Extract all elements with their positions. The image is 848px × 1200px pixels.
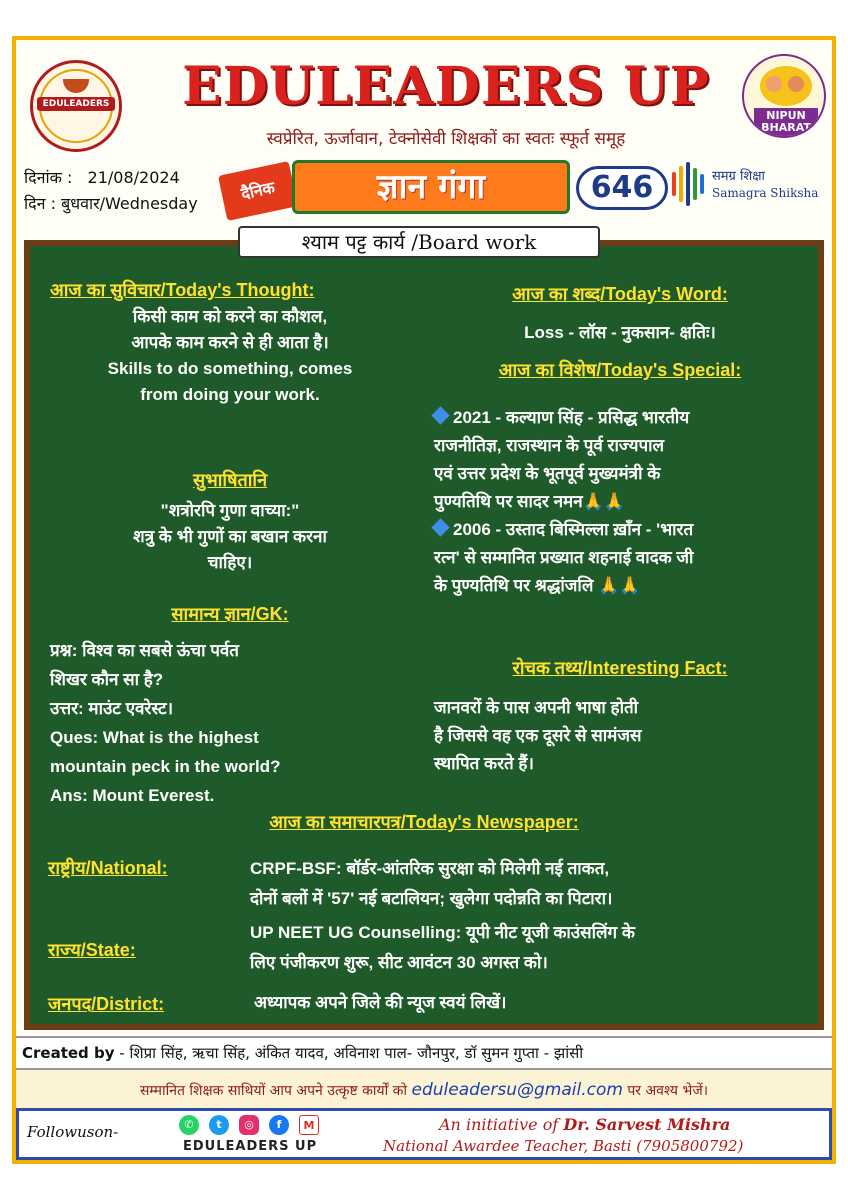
created-names: - शिप्रा सिंह, ऋचा सिंह, अंकित यादव, अविनाश पाल- जौनपुर, डॉ सुमन गुप्ता - झांसी — [114, 1044, 584, 1062]
gk-text — [50, 636, 420, 810]
initiative-line: An initiative of Dr. Sarvest Mishra — [439, 1115, 731, 1134]
fact-line: जानवरों के पास अपनी भाषा होती — [434, 698, 639, 717]
state-line: UP NEET UG Counselling: यूपी नीट यूजी काउंसलिंग के — [250, 923, 635, 942]
special-text — [434, 404, 814, 600]
fact-line: है जिससे वह एक दूसरे से सामंजस — [434, 726, 642, 745]
gk-line: उत्तर: माउंट एवरेस्ट। — [50, 699, 174, 718]
special-line: पुण्यतिथि पर सादर नमन🙏🙏 — [434, 492, 625, 511]
special-line: रत्न' से सम्मानित प्रख्यात शहनाई वादक जी — [434, 548, 694, 567]
eduleaders-logo — [30, 60, 122, 152]
fact-heading: रोचक तथ्य/Interesting Fact: — [512, 658, 728, 678]
thought-text — [40, 304, 420, 408]
special-line: राजनीतिज्ञ, राजस्थान के पूर्व राज्यपाल — [434, 436, 665, 455]
day-line — [24, 192, 198, 214]
daily-badge: दैनिक — [218, 161, 298, 221]
twitter-icon[interactable]: t — [209, 1115, 229, 1135]
child-icon — [788, 76, 804, 92]
gk-line: Ans: Mount Everest. — [50, 786, 215, 805]
national-label: राष्ट्रीय/National: — [48, 858, 168, 878]
created-label: Created by — [22, 1044, 115, 1062]
social-icons — [169, 1115, 369, 1137]
fact-line: स्थापित करते हैं। — [434, 754, 534, 773]
special-line: एवं उत्तर प्रदेश के भूतपूर्व मुख्यमंत्री के — [434, 464, 661, 483]
gk-line: प्रश्न: विश्व का सबसे ऊंचा पर्वत — [50, 641, 239, 660]
board-work-label: श्याम पट्ट कार्य /Board work — [238, 226, 600, 258]
thought-line: किसी काम को करने का कौशल, — [132, 307, 328, 326]
blackboard — [24, 240, 824, 1030]
state-text — [250, 918, 820, 978]
gk-line: mountain peck in the world? — [50, 757, 281, 776]
special-item-1: 2021 - कल्याण सिंह - प्रसिद्ध भारतीय — [434, 404, 814, 432]
subhashitani-line: चाहिए। — [207, 553, 253, 572]
page-subtitle: स्वप्रेरित, ऊर्जावान, टेक्नोसेवी शिक्षकों का स्वतः स्फूर्त समूह — [266, 129, 626, 149]
facebook-icon[interactable]: f — [269, 1115, 289, 1135]
newspaper-heading: आज का समाचारपत्र/Today's Newspaper: — [269, 812, 579, 832]
fact-text — [434, 694, 814, 778]
initiative-name: Dr. Sarvest Mishra — [563, 1115, 731, 1134]
honor-line — [16, 1070, 832, 1110]
nipun-bharat-logo — [742, 54, 826, 138]
subhashitani-heading: सुभाषितानि — [192, 470, 268, 490]
district-label: जनपद/District: — [48, 994, 165, 1014]
poster-frame — [12, 36, 836, 1164]
gyan-ganga-banner: ज्ञान गंगा — [292, 160, 570, 214]
special-heading: आज का विशेष/Today's Special: — [498, 360, 742, 380]
created-by-line — [16, 1036, 832, 1070]
subhashitani-line: शत्रु के भी गुणों का बखान करना — [133, 527, 327, 546]
awardee-line: National Awardee Teacher, Basti (7905800792) — [383, 1137, 744, 1155]
samagra-shiksha-icon — [670, 162, 708, 206]
honor-text: पर अवश्य भेजें। — [622, 1083, 709, 1099]
thought-heading: आज का सुविचार/Today's Thought: — [50, 280, 315, 300]
state-label: राज्य/State: — [48, 940, 136, 960]
state-line: लिए पंजीकरण शुरू, सीट आवंटन 30 अगस्त को। — [250, 953, 548, 972]
date-value: 21/08/2024 — [87, 168, 180, 187]
child-icon — [766, 76, 782, 92]
samagra-english: Samagra Shiksha — [712, 186, 819, 200]
word-text: Loss - लॉस - नुकसान- क्षतिः। — [524, 323, 716, 342]
follow-bar — [16, 1108, 832, 1160]
day-value: बुधवार/Wednesday — [61, 194, 198, 213]
thought-line: Skills to do something, comes — [107, 359, 353, 378]
gk-line: Ques: What is the highest — [50, 728, 259, 747]
issue-number: 646 — [576, 166, 668, 210]
nipun-text: NIPUN BHARAT — [754, 108, 818, 136]
thought-line: from doing your work. — [140, 385, 320, 404]
blue-diamond-icon — [431, 406, 449, 424]
special-line: के पुण्यतिथि पर श्रद्धांजलि 🙏🙏 — [434, 576, 641, 595]
logo-name: EDULEADERS — [37, 97, 115, 111]
date-line — [24, 166, 180, 188]
date-label: दिनांक : — [24, 168, 73, 187]
word-heading: आज का शब्द/Today's Word: — [512, 284, 728, 304]
honor-text: सम्मानित शिक्षक साथियों आप अपने उत्कृष्ट कार्यों को — [139, 1083, 412, 1099]
subhashitani-text — [40, 498, 420, 576]
page-title: EDULEADERS UP — [182, 56, 710, 117]
gmail-icon[interactable]: M — [299, 1115, 319, 1135]
special-item-2: 2006 - उस्ताद बिस्मिल्ला ख़ाँन - 'भारत — [434, 516, 814, 544]
instagram-icon[interactable]: ◎ — [239, 1115, 259, 1135]
national-line: CRPF-BSF: बॉर्डर-आंतरिक सुरक्षा को मिलेगी नई ताकत, — [250, 859, 610, 878]
gk-line: शिखर कौन सा है? — [50, 670, 164, 689]
blue-diamond-icon — [431, 518, 449, 536]
subhashitani-line: "शत्रोरपि गुणा वाच्या:" — [160, 501, 300, 520]
thought-line: आपके काम करने से ही आता है। — [131, 333, 329, 352]
gk-heading: सामान्य ज्ञान/GK: — [171, 604, 289, 624]
day-label: दिन : — [24, 194, 56, 213]
footer-brand: EDULEADERS UP — [183, 1139, 318, 1154]
national-text — [250, 854, 820, 914]
national-line: दोनों बलों में '57' नई बटालियन; खुलेगा पदोन्नति का पिटारा। — [250, 889, 613, 908]
email-link[interactable]: eduleadersu@gmail.com — [411, 1080, 623, 1100]
district-text: अध्यापक अपने जिले की न्यूज स्वयं लिखें। — [254, 993, 507, 1012]
samagra-hindi: समग्र शिक्षा — [712, 169, 765, 184]
follow-label: Followuson- — [27, 1123, 119, 1141]
whatsapp-icon[interactable]: ✆ — [179, 1115, 199, 1135]
